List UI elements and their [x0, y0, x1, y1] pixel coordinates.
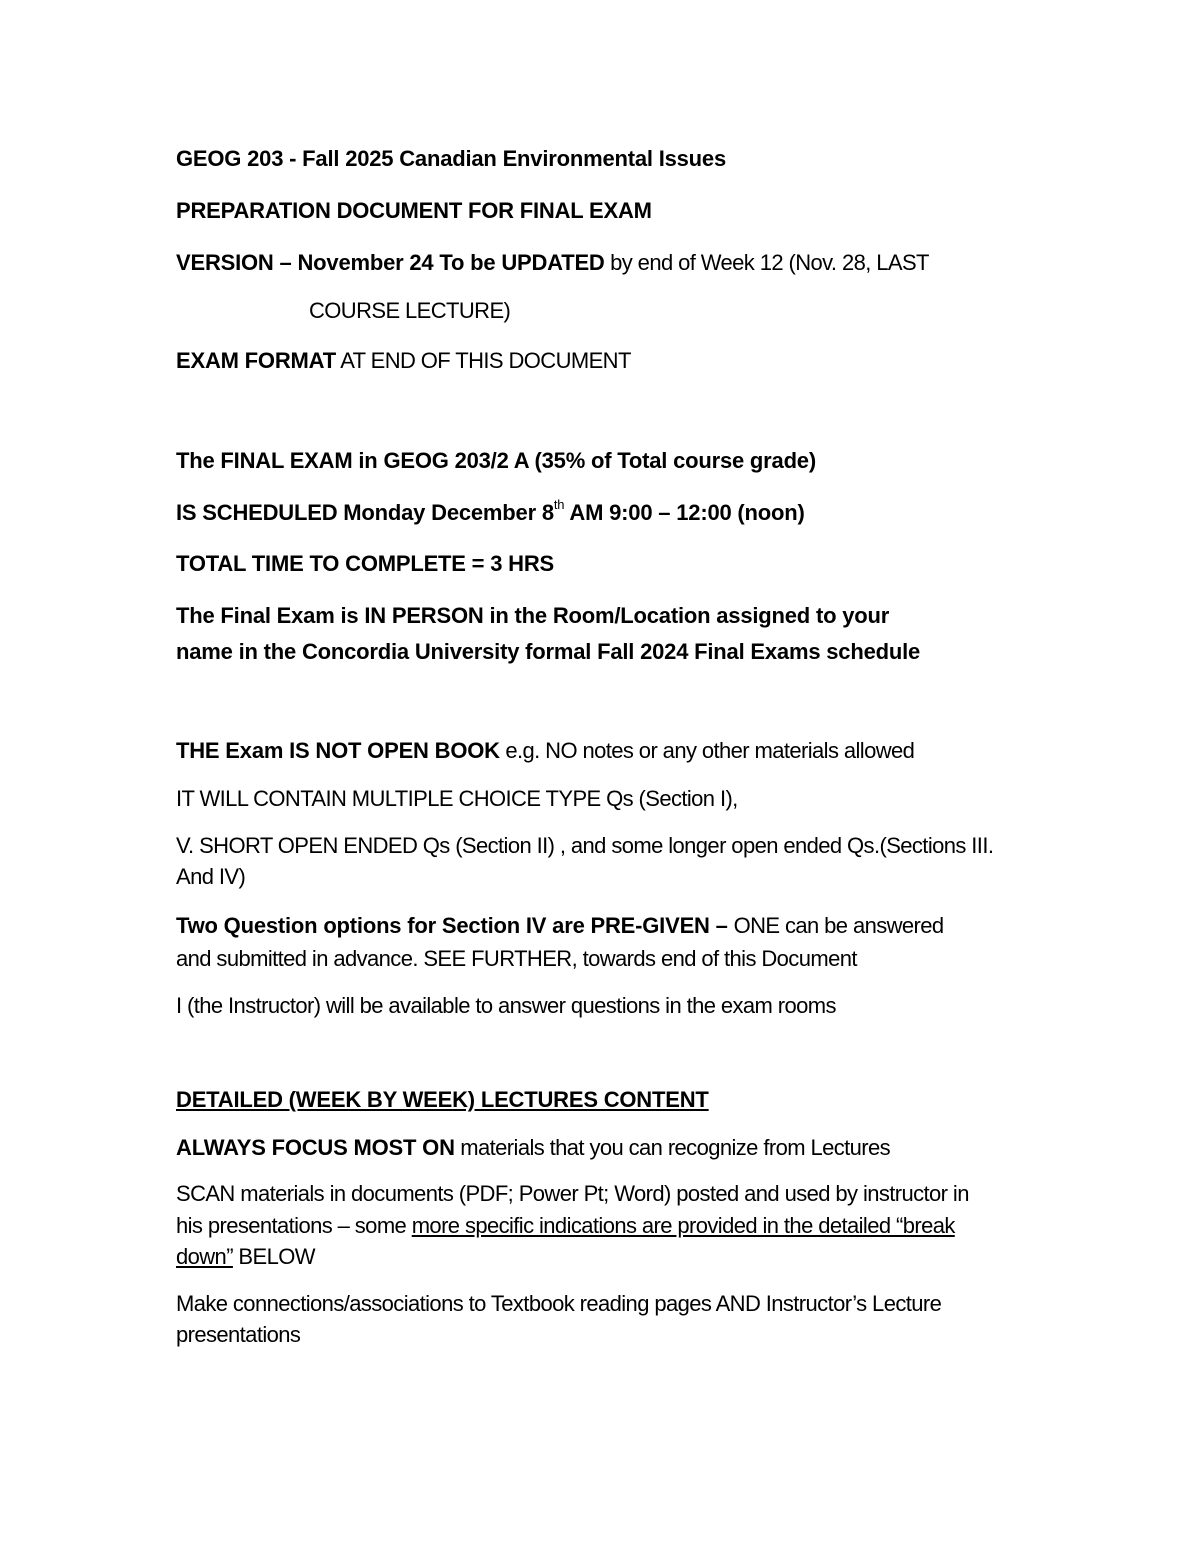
scan-line-1: SCAN materials in documents (PDF; Power Pt; Word) posted and used by instructor in [176, 1181, 969, 1206]
scan-line-2 [176, 1211, 955, 1241]
exam-schedule-date: IS SCHEDULED Monday December 8 [176, 500, 554, 525]
exam-format-line [176, 346, 631, 376]
version-line [176, 248, 929, 278]
version-update-text: by end of Week 12 (Nov. 28, LAST [604, 250, 929, 275]
scan-line-2-underlined: more specific indications are provided in the detailed “break [411, 1213, 955, 1238]
final-exam-weight: The FINAL EXAM in GEOG 203/2 A (35% of Total course grade) [176, 448, 816, 473]
in-person-line-1: The Final Exam is IN PERSON in the Room/Location assigned to your [176, 603, 890, 628]
exam-format-location: AT END OF THIS DOCUMENT [335, 348, 631, 373]
ordinal-suffix: th [553, 496, 565, 512]
not-open-book-label: THE Exam IS NOT OPEN BOOK [176, 738, 500, 763]
exam-format-label: EXAM FORMAT [176, 348, 336, 373]
multiple-choice-line: IT WILL CONTAIN MULTIPLE CHOICE TYPE Qs (Section I), [176, 786, 738, 811]
scan-line-3-text: BELOW [232, 1244, 315, 1269]
always-focus-detail: materials that you can recognize from Lectures [454, 1135, 891, 1160]
document-title: PREPARATION DOCUMENT FOR FINAL EXAM [176, 198, 652, 223]
total-time: TOTAL TIME TO COMPLETE = 3 HRS [176, 551, 555, 576]
scan-line-3 [176, 1242, 315, 1272]
short-open-line-2: And IV) [176, 864, 246, 889]
short-open-line-1: V. SHORT OPEN ENDED Qs (Section II) , and some longer open ended Qs.(Sections III. [176, 833, 994, 858]
course-title: GEOG 203 - Fall 2025 Canadian Environmental Issues [176, 146, 726, 171]
two-options-line-2: and submitted in advance. SEE FURTHER, towards end of this Document [176, 946, 857, 971]
version-text: VERSION – November 24 To be UPDATED [176, 250, 605, 275]
scan-line-2-text: his presentations – some [176, 1213, 412, 1238]
detailed-content-heading: DETAILED (WEEK BY WEEK) LECTURES CONTENT [176, 1087, 709, 1112]
exam-schedule-time: AM 9:00 – 12:00 (noon) [564, 500, 805, 525]
always-focus-label: ALWAYS FOCUS MOST ON [176, 1135, 455, 1160]
two-options-line-1 [176, 911, 944, 941]
instructor-availability: I (the Instructor) will be available to answer questions in the exam rooms [176, 993, 836, 1018]
not-open-book-line [176, 736, 914, 766]
connections-line-1: Make connections/associations to Textbook reading pages AND Instructor’s Lecture [176, 1291, 942, 1316]
scan-line-3-underlined: down” [176, 1244, 233, 1269]
not-open-book-detail: e.g. NO notes or any other materials allowed [499, 738, 915, 763]
in-person-line-2: name in the Concordia University formal Fall 2024 Final Exams schedule [176, 639, 921, 664]
exam-schedule [176, 498, 805, 528]
version-line-continued: COURSE LECTURE) [309, 298, 511, 323]
two-options-answer: ONE can be answered [733, 913, 944, 938]
two-options-label: Two Question options for Section IV are PRE-GIVEN – [176, 913, 734, 938]
connections-line-2: presentations [176, 1322, 301, 1347]
always-focus-line [176, 1133, 890, 1163]
